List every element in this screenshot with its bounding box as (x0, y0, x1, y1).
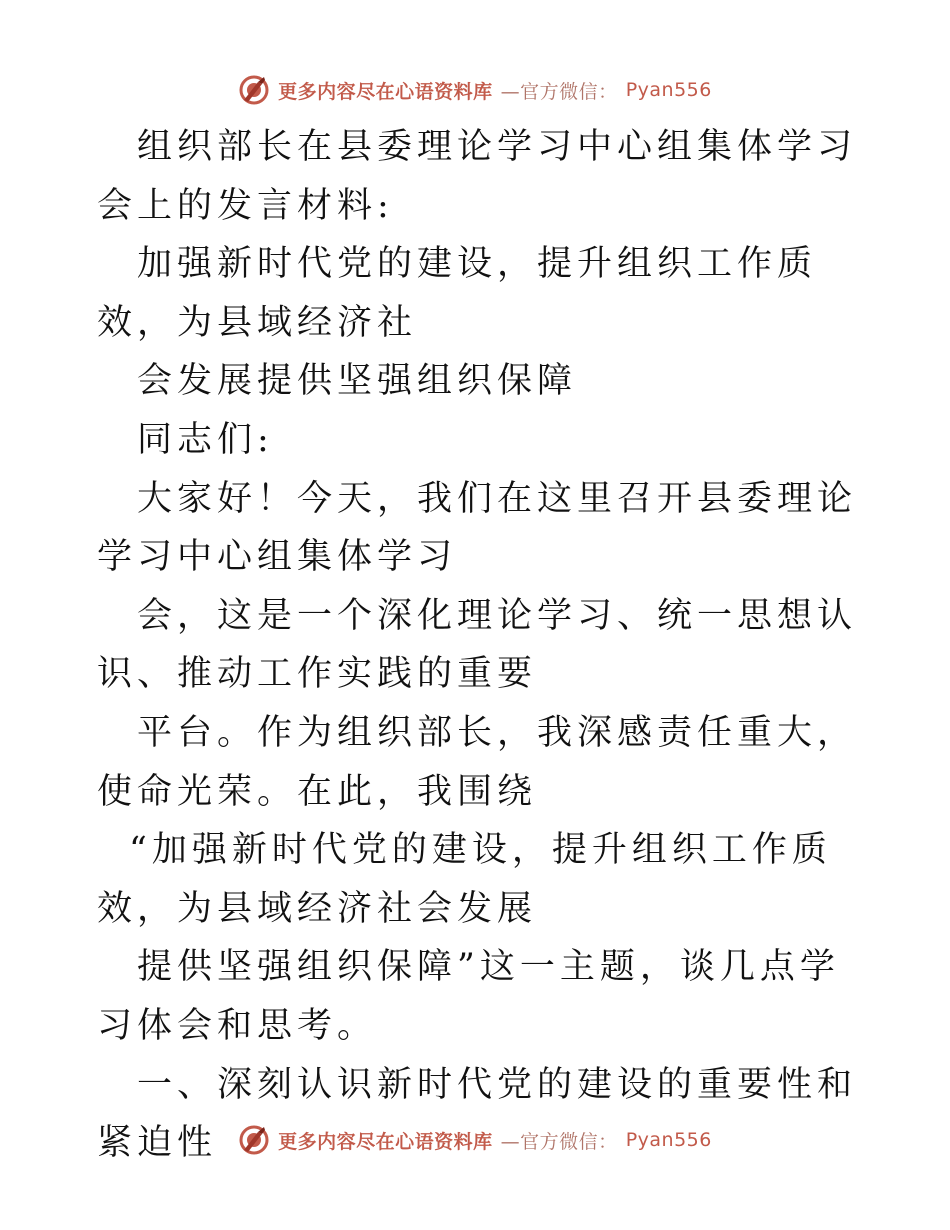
document-body (97, 118, 857, 1173)
body-paragraph: 会，这是一个深化理论学习、统一思想认识、推动工作实践的重要 (97, 595, 858, 695)
pen-logo-icon (238, 74, 270, 106)
header-watermark (0, 70, 950, 110)
subtitle-continuation: 会发展提供坚强组织保障 (137, 361, 578, 402)
watermark-main-text: 更多内容尽在心语资料库 (278, 80, 493, 103)
watermark-wechat-id: Pyan556 (625, 1129, 712, 1151)
body-paragraph: 平台。作为组织部长，我深感责任重大，使命光荣。在此，我围绕 (97, 712, 858, 812)
body-paragraph: “加强新时代党的建设，提升组织工作质效，为县域经济社会发展 (97, 830, 832, 929)
watermark-separator: —官方微信： (500, 1130, 618, 1153)
watermark-main-text: 更多内容尽在心语资料库 (278, 1130, 493, 1153)
footer-watermark (0, 1120, 950, 1160)
salutation: 同志们: (137, 419, 274, 460)
watermark-wechat-id: Pyan556 (625, 79, 712, 101)
title-line: 组织部长在县委理论学习中心组集体学习会上的发言材料: (97, 127, 858, 226)
body-paragraph: 提供坚强组织保障”这一主题，谈几点学习体会和思考。 (97, 947, 840, 1046)
section-heading: 一、深刻认识新时代党的建设的重要性和紧迫性 (97, 1064, 858, 1164)
pen-logo-icon (238, 1124, 270, 1156)
watermark-separator: —官方微信： (500, 80, 618, 103)
body-paragraph: 大家好！今天，我们在这里召开县委理论学习中心组集体学习 (97, 478, 858, 578)
subtitle-line: 加强新时代党的建设，提升组织工作质效，为县域经济社 (97, 244, 818, 343)
